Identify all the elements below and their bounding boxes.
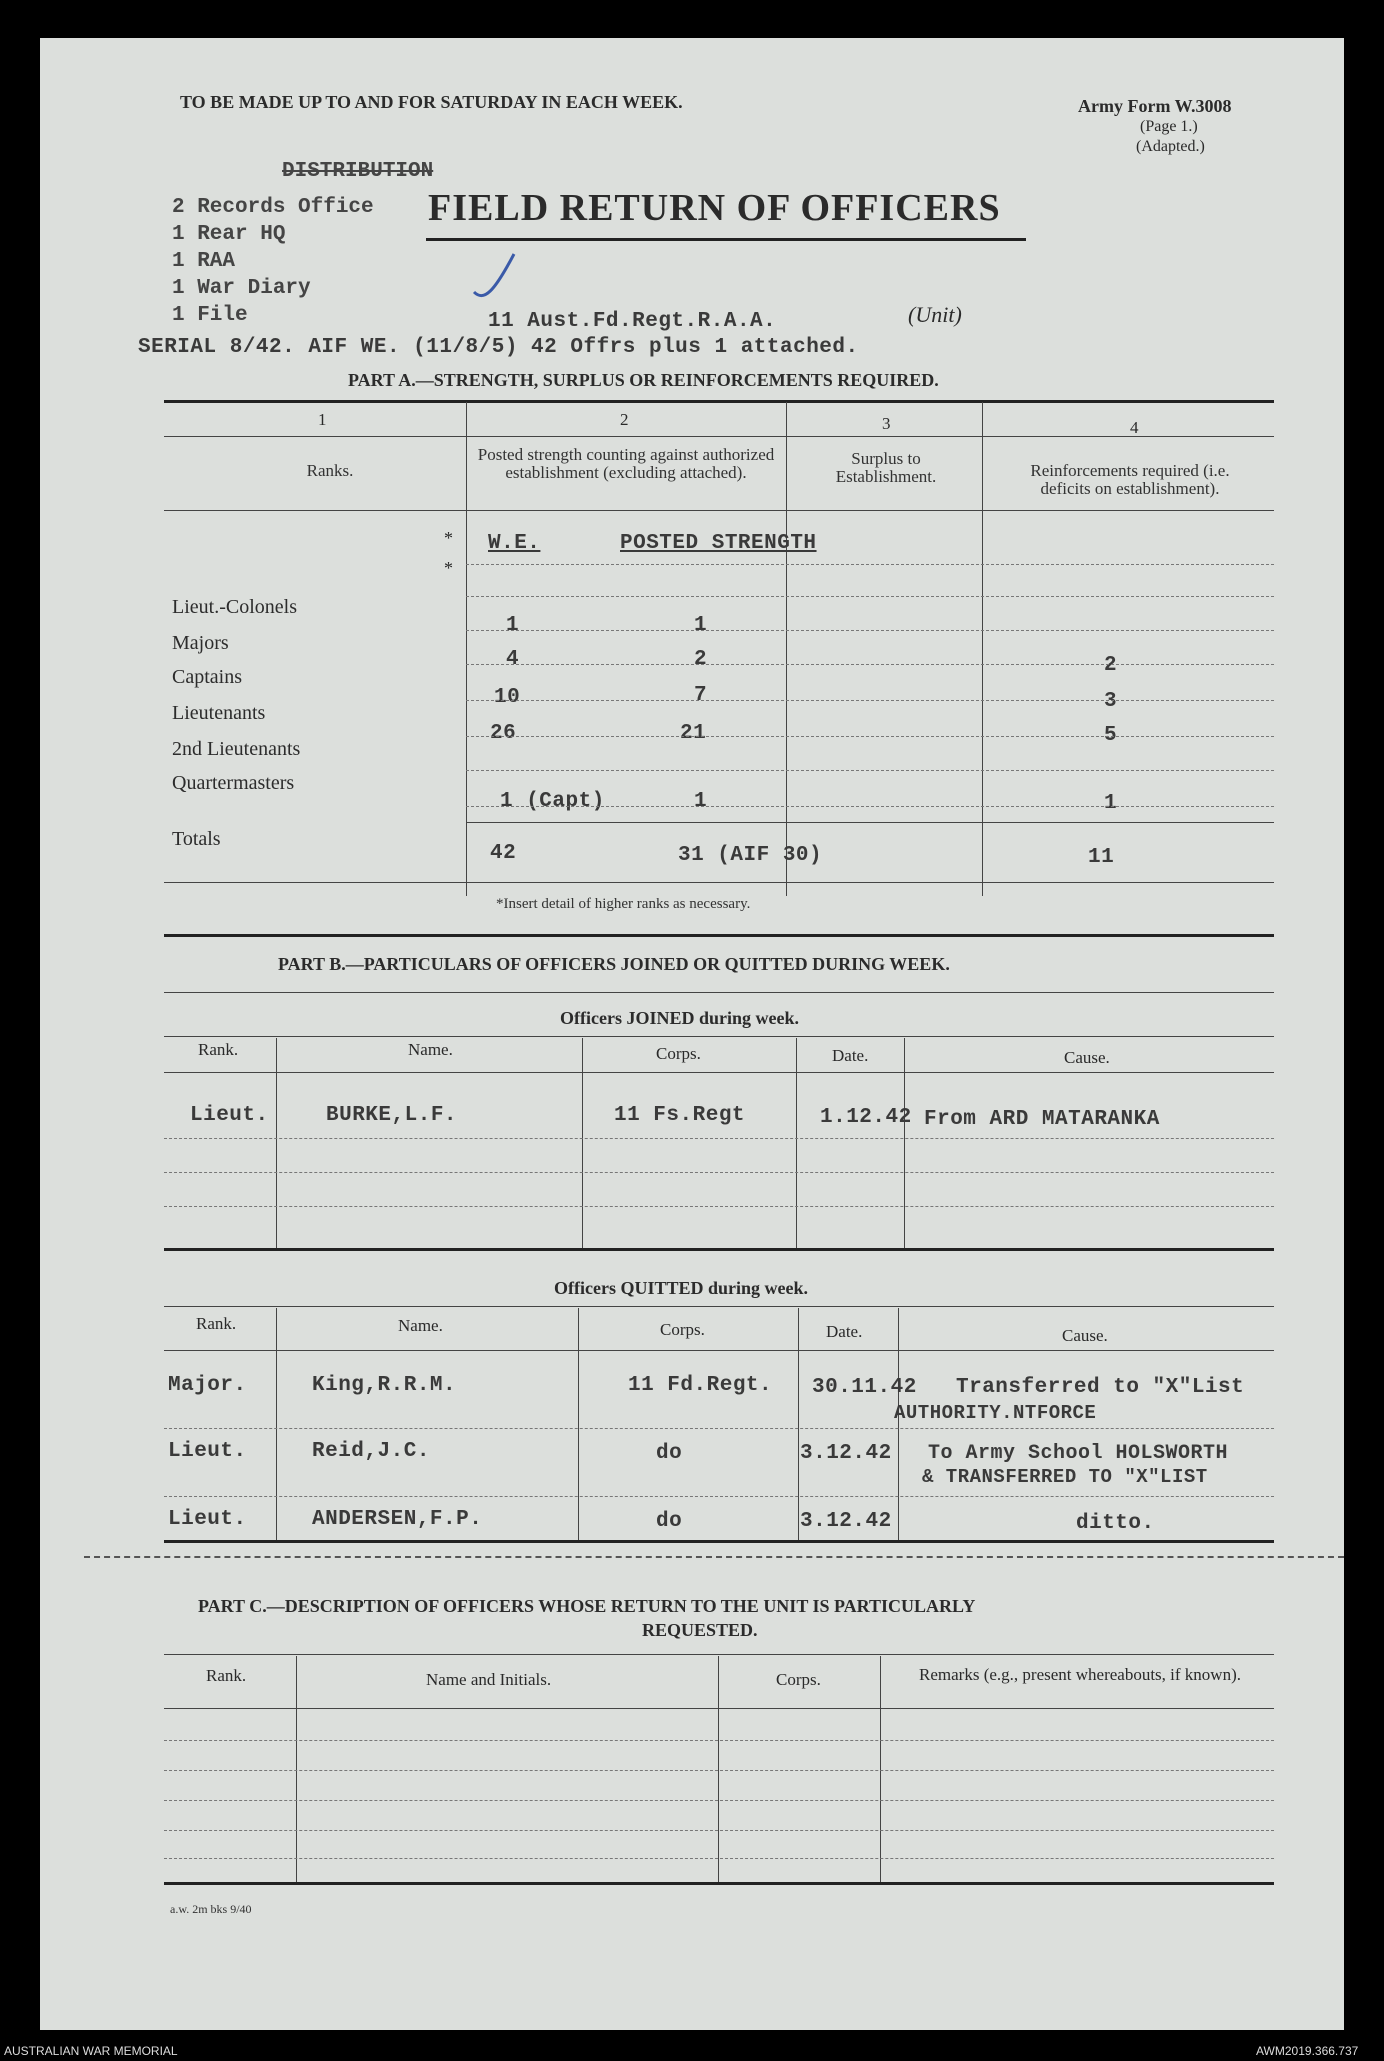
posted-value: 2: [694, 648, 708, 671]
rule: [466, 564, 1274, 565]
quitted-corps: do: [656, 1510, 683, 1533]
joined-col-corps: Corps.: [656, 1044, 701, 1063]
rule: [466, 630, 1274, 631]
we-value: 26: [490, 722, 517, 745]
rule: [164, 1740, 1274, 1741]
distribution-list: [172, 194, 374, 329]
posted-value: 1: [694, 614, 708, 637]
quitted-rank: Lieut.: [168, 1440, 247, 1463]
col-divider: [904, 1038, 905, 1248]
joined-col-cause: Cause.: [1064, 1048, 1110, 1067]
col-divider: [276, 1308, 277, 1540]
part-c-col-remarks: Remarks (e.g., present whereabouts, if known).: [919, 1665, 1241, 1684]
quitted-cause: Transferred to "X"List: [956, 1376, 1245, 1399]
joined-date: 1.12.42: [820, 1106, 912, 1129]
title-underline: [426, 238, 1026, 241]
distribution-item: 1 Rear HQ: [172, 223, 286, 246]
reinf-value: 5: [1104, 724, 1118, 747]
part-c-title: PART C.—DESCRIPTION OF OFFICERS WHOSE RETURN TO THE UNIT IS PARTICULARLY: [198, 1596, 976, 1616]
quitted-corps: 11 Fd.Regt.: [628, 1374, 773, 1397]
rank-label: Captains: [172, 666, 242, 688]
rule: [164, 1428, 1274, 1429]
distribution-item: 1 File: [172, 304, 248, 327]
rule: [164, 1496, 1274, 1497]
quitted-corps: do: [656, 1442, 683, 1465]
rule: [466, 596, 1274, 597]
rank-label: Lieut.-Colonels: [172, 596, 297, 618]
rule: [164, 1350, 1274, 1351]
part-c-title-2: REQUESTED.: [642, 1620, 758, 1640]
we-value: 4: [506, 648, 520, 671]
quitted-name: Reid,J.C.: [312, 1440, 430, 1463]
quitted-name: ANDERSEN,F.P.: [312, 1508, 483, 1531]
distribution-item: 1 RAA: [172, 250, 236, 273]
perforation: [84, 1556, 1344, 1558]
archive-label: AUSTRALIAN WAR MEMORIAL: [4, 2044, 178, 2058]
typed-subheader-posted: POSTED STRENGTH: [620, 532, 817, 555]
posted-value: 21: [680, 722, 707, 745]
joined-cause: From ARD MATARANKA: [924, 1108, 1160, 1131]
rule: [164, 1800, 1274, 1801]
we-value: 10: [494, 686, 521, 709]
reinf-value: 2: [1104, 654, 1118, 677]
rule: [164, 1036, 1274, 1037]
col-divider: [898, 1308, 899, 1540]
quitted-cause-line2: AUTHORITY.NTFORCE: [894, 1402, 1097, 1424]
rule: [164, 1770, 1274, 1771]
unit-label: (Unit): [908, 302, 962, 327]
rule: [466, 822, 1274, 823]
part-c-col-rank: Rank.: [206, 1666, 247, 1685]
joined-title: Officers JOINED during week.: [560, 1008, 799, 1028]
total-posted: 31 (AIF 30): [678, 844, 823, 867]
totals-label: Totals: [172, 828, 221, 850]
rank-label: Lieutenants: [172, 702, 266, 724]
asterisk: *: [444, 558, 453, 578]
rule: [466, 770, 1274, 771]
reinf-value: 1: [1104, 792, 1118, 815]
rule: [164, 1858, 1274, 1859]
rank-label: Quartermasters: [172, 772, 295, 794]
quitted-cause: ditto.: [1076, 1512, 1155, 1535]
quitted-cause: To Army School HOLSWORTH: [928, 1442, 1229, 1465]
part-a-top-rule: [164, 400, 1274, 403]
rule: [164, 1248, 1274, 1251]
rule: [466, 664, 1274, 665]
typed-subheader-we: W.E.: [488, 532, 541, 555]
joined-rank: Lieut.: [190, 1104, 269, 1127]
col-divider: [276, 1038, 277, 1248]
form-number: Army Form W.3008: [1078, 96, 1232, 116]
rule: [466, 736, 1274, 737]
rule: [164, 1882, 1274, 1885]
tick-mark: [470, 248, 520, 308]
rule: [164, 1654, 1274, 1655]
rule: [164, 1830, 1274, 1831]
quitted-date: 3.12.42: [800, 1510, 892, 1533]
rule: [164, 1540, 1274, 1543]
serial-line: SERIAL 8/42. AIF WE. (11/8/5) 42 Offrs plus 1 attached.: [138, 336, 859, 359]
quitted-name: King,R.R.M.: [312, 1374, 457, 1397]
distribution-heading: DISTRIBUTION: [282, 160, 434, 183]
total-reinf: 11: [1088, 846, 1115, 869]
col-header-reinforcements: Reinforcements required (i.e. deficits on establishment).: [1030, 461, 1230, 498]
part-a-title: PART A.—STRENGTH, SURPLUS OR REINFORCEMENTS REQUIRED.: [348, 370, 939, 390]
col-header-surplus: Surplus to Establishment.: [835, 449, 937, 486]
distribution-item: 2 Records Office: [172, 196, 374, 219]
col-divider: [798, 1308, 799, 1540]
quitted-title: Officers QUITTED during week.: [554, 1278, 808, 1298]
rank-label: Majors: [172, 632, 229, 654]
col-number: 2: [620, 410, 629, 429]
col-divider: [582, 1038, 583, 1248]
rank-label: 2nd Lieutenants: [172, 738, 301, 760]
joined-col-name: Name.: [408, 1040, 453, 1059]
instruction-text: TO BE MADE UP TO AND FOR SATURDAY IN EACH WEEK.: [180, 92, 683, 112]
rule: [164, 1708, 1274, 1709]
quitted-col-name: Name.: [398, 1316, 443, 1335]
rule: [164, 1172, 1274, 1173]
rule: [164, 510, 1274, 511]
quitted-col-cause: Cause.: [1062, 1326, 1108, 1345]
part-b-title: PART B.—PARTICULARS OF OFFICERS JOINED OR QUITTED DURING WEEK.: [278, 954, 950, 974]
rule: [164, 882, 1274, 883]
col-number: 3: [882, 414, 891, 433]
col-divider: [578, 1308, 579, 1540]
rule: [164, 1072, 1274, 1073]
joined-name: BURKE,L.F.: [326, 1104, 458, 1127]
part-c-col-corps: Corps.: [776, 1670, 821, 1689]
form-page: (Page 1.): [1140, 118, 1198, 135]
col-header-posted: Posted strength counting against authorized establishment (excluding attached).: [477, 445, 775, 482]
form-adapted: (Adapted.): [1136, 138, 1205, 155]
col-number: 4: [1130, 418, 1139, 437]
joined-col-date: Date.: [832, 1046, 869, 1065]
total-we: 42: [490, 842, 517, 865]
quitted-rank: Lieut.: [168, 1508, 247, 1531]
part-a-footnote: *Insert detail of higher ranks as necessary.: [496, 896, 751, 912]
quitted-rank: Major.: [168, 1374, 247, 1397]
page-title: FIELD RETURN OF OFFICERS: [428, 187, 1001, 229]
distribution-item: 1 War Diary: [172, 277, 311, 300]
rule: [164, 1206, 1274, 1207]
posted-value: 7: [694, 684, 708, 707]
col-header-ranks: Ranks.: [306, 461, 354, 480]
reinf-value: 3: [1104, 690, 1118, 713]
rule: [164, 934, 1274, 937]
rule: [164, 436, 1274, 437]
quitted-date: 3.12.42: [800, 1442, 892, 1465]
rule: [164, 992, 1274, 993]
col-number: 1: [318, 410, 327, 429]
rule: [466, 700, 1274, 701]
quitted-col-rank: Rank.: [196, 1314, 237, 1333]
unit-value: 11 Aust.Fd.Regt.R.A.A.: [488, 310, 777, 333]
quitted-date: 30.11.42: [812, 1376, 917, 1399]
print-code: a.w. 2m bks 9/40: [170, 1902, 252, 1916]
quitted-col-date: Date.: [826, 1322, 863, 1341]
rule: [164, 1138, 1274, 1139]
posted-value: 1: [694, 790, 708, 813]
we-value: 1 (Capt): [500, 790, 605, 813]
we-value: 1: [506, 614, 520, 637]
rule: [164, 1306, 1274, 1307]
part-c-col-name: Name and Initials.: [426, 1670, 552, 1689]
rule: [466, 806, 1274, 807]
joined-corps: 11 Fs.Regt: [614, 1104, 746, 1127]
joined-col-rank: Rank.: [198, 1040, 239, 1059]
archive-id: AWM2019.366.737: [1256, 2044, 1359, 2058]
asterisk: *: [444, 528, 453, 548]
quitted-cause-line2: & TRANSFERRED TO "X"LIST: [922, 1466, 1208, 1488]
col-divider: [796, 1038, 797, 1248]
quitted-col-corps: Corps.: [660, 1320, 705, 1339]
